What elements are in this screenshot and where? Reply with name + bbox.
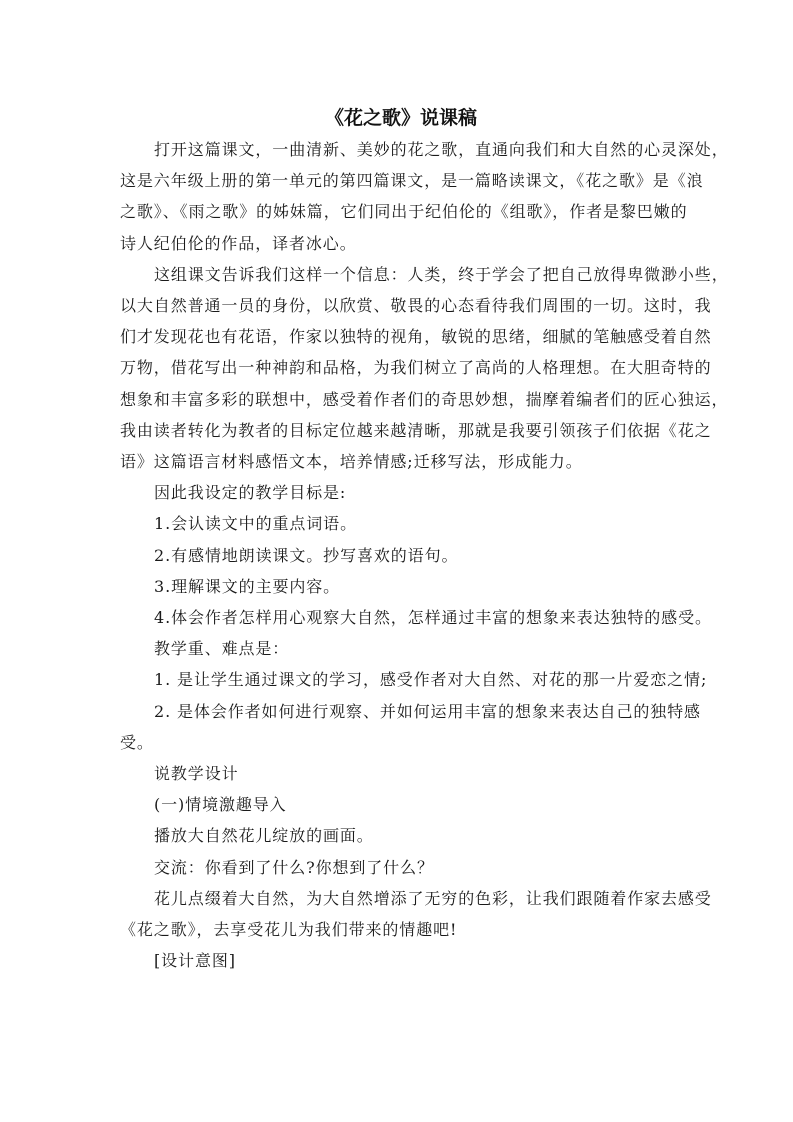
text-line: 这是六年级上册的第一单元的第四篇课文，是一篇略读课文，《花之歌》是《浪 [120,171,704,191]
document-title: 《花之歌》说课稿 [324,107,477,129]
goal-item-4 [120,602,712,633]
text-line: 受。 [120,732,154,752]
paragraph-goals-heading [120,477,682,508]
key-point-1 [120,664,708,695]
paragraph-play-video [120,820,682,851]
subsection-heading [120,789,682,820]
text-line: 以大自然普通一员的身份，以欣赏、敬畏的心态看待我们周围的一切。这时，我 [120,296,712,316]
text-line: 之歌》、《雨之歌》的姊妹篇，它们同出于纪伯伦的《组歌》，作者是黎巴嫩的 [120,202,688,222]
text-line: 诗人纪伯伦的作品，译者冰心。 [120,233,357,253]
text-line: 3.理解课文的主要内容。 [154,576,341,596]
text-line: 《花之歌》，去享受花儿为我们带来的情趣吧! [120,920,458,940]
document-page [120,104,729,976]
text-line: (一)情境激趣导入 [154,795,287,815]
goal-item-1 [120,508,682,539]
section-heading-teaching-design [120,758,682,789]
paragraph-intro [120,134,729,259]
text-line: 我由读者转化为教者的目标定位越来越清晰，那就是我要引领孩子们依据《花之 [120,420,712,440]
text-line: 1.会认读文中的重点词语。 [154,514,357,534]
paragraph-key-points-heading [120,633,682,664]
paragraph-discussion [120,852,682,883]
goal-item-3 [120,571,682,602]
text-line: 4.体会作者怎样用心观察大自然，怎样通过丰富的想象来表达独特的感受。 [154,608,712,628]
text-line: 语》这篇语言材料感悟文本，培养情感;迁移写法，形成能力。 [120,452,583,472]
text-line: 交流：你看到了什么?你想到了什么？ [154,857,434,877]
goal-item-2 [120,540,682,571]
text-line: 打开这篇课文，一曲清新、美妙的花之歌，直通向我们和大自然的心灵深处， [154,140,729,159]
text-line: 教学重、难点是： [154,639,290,659]
text-line: [设计意图] [154,951,236,971]
text-line: 因此我设定的教学目标是: [154,483,347,503]
text-line: 1. 是让学生通过课文的学习，感受作者对大自然、对花的那一片爱恋之情; [154,670,708,690]
text-line: 想象和丰富多彩的联想中，感受着作者们的奇思妙想，揣摩着编者们的匠心独运， [120,389,729,409]
text-line: 说教学设计 [154,764,239,784]
paragraph-transition [120,883,712,945]
paragraph-design-intent [120,945,682,976]
text-line: 们才发现花也有花语，作家以独特的视角，敏锐的思绪，细腻的笔触感受着自然 [120,327,712,347]
text-line: 花儿点缀着大自然，为大自然增添了无穷的色彩，让我们跟随着作家去感受 [154,888,712,908]
text-line: 万物，借花写出一种神韵和品格，为我们树立了高尚的人格理想。在大胆奇特的 [120,358,712,378]
text-line: 这组课文告诉我们这样一个信息：人类，终于学会了把自己放得卑微渺小些， [154,264,729,284]
text-line: 2. 是体会作者如何进行观察、并如何运用丰富的想象来表达自己的独特感 [154,701,701,721]
key-point-2 [120,696,701,758]
text-line: 播放大自然花儿绽放的画面。 [154,826,374,846]
paragraph-message [120,259,729,477]
text-line: 2.有感情地朗读课文。抄写喜欢的语句。 [154,545,459,565]
